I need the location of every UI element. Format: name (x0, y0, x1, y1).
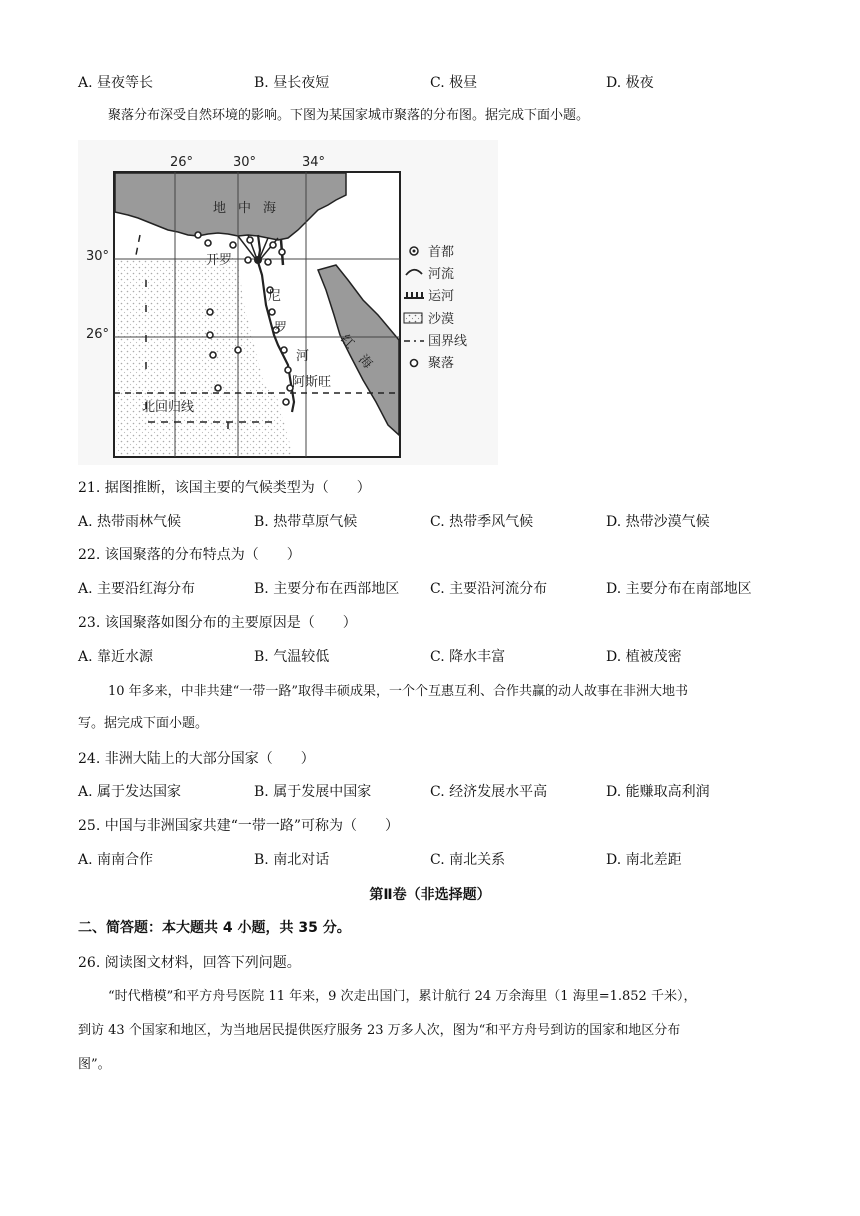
tropic-label: 北回归线 (142, 400, 195, 415)
lon-label-26: 26° (170, 155, 194, 170)
part-2-title: 第Ⅱ卷（非选择题） (369, 887, 491, 903)
q20-option-b: B. 昼长夜短 (254, 75, 330, 91)
lon-label-34: 34° (302, 155, 326, 170)
q25-option-c: C. 南北关系 (430, 852, 506, 868)
q20-option-c: C. 极昼 (430, 75, 478, 91)
red-sea-label-2: 海 (355, 352, 375, 373)
q23-option-d: D. 植被茂密 (606, 649, 682, 665)
q25-option-d: D. 南北差距 (606, 852, 682, 868)
q24-option-b: B. 属于发展中国家 (254, 784, 372, 800)
q26-material-line-3: 图”。 (78, 1057, 111, 1072)
aswan-label: 阿斯旺 (292, 375, 332, 390)
red-sea-label-1: 红 (337, 332, 357, 353)
q22-option-a: A. 主要沿红海分布 (78, 581, 196, 597)
q21-option-b: B. 热带草原气候 (254, 514, 358, 530)
q21-option-d: D. 热带沙漠气候 (606, 514, 710, 530)
q23-option-b: B. 气温较低 (254, 649, 330, 665)
sea-label-1: 地 (213, 201, 227, 216)
legend-border: 国界线 (428, 334, 468, 349)
lat-label-30: 30° (86, 249, 110, 264)
q25-option-b: B. 南北对话 (254, 852, 330, 868)
q24-option-d: D. 能赚取高利润 (606, 784, 710, 800)
q26-material-line-2: 到访 43 个国家和地区，为当地居民提供医疗服务 23 万多人次，图为“和平方舟号到访的国家和地区分布 (78, 1023, 681, 1038)
q23-option-a: A. 靠近水源 (78, 649, 154, 665)
lon-label-30: 30° (233, 155, 257, 170)
river-label-3: 河 (296, 349, 310, 364)
capital-label: 开罗 (206, 253, 233, 268)
lat-label-26: 26° (86, 327, 110, 342)
q22-option-d: D. 主要分布在南部地区 (606, 581, 752, 597)
q26-stem: 26. 阅读图文材料，回答下列问题。 (78, 955, 301, 971)
q24-option-a: A. 属于发达国家 (78, 784, 182, 800)
intro-paragraph-2-line-1: 10 年多来，中非共建“一带一路”取得丰硕成果，一个个互惠互利、合作共赢的动人故事在非洲大地书 (108, 684, 688, 699)
q22-stem: 22. 该国聚落的分布特点为（ ） (78, 547, 301, 563)
section-2-title: 二、简答题：本大题共 4 小题，共 35 分。 (78, 920, 351, 936)
q24-option-c: C. 经济发展水平高 (430, 784, 548, 800)
legend-canal: 运河 (428, 289, 455, 304)
legend-settlement: 聚落 (428, 356, 455, 371)
q25-option-a: A. 南南合作 (78, 852, 154, 868)
q22-option-b: B. 主要分布在西部地区 (254, 581, 400, 597)
q25-stem: 25. 中国与非洲国家共建“一带一路”可称为（ ） (78, 818, 400, 834)
sea-label-3: 海 (263, 201, 277, 216)
river-label-2: 罗 (274, 321, 288, 336)
sea-label-2: 中 (238, 201, 252, 216)
intro-paragraph-1: 聚落分布深受自然环境的影响。下图为某国家城市聚落的分布图。据完成下面小题。 (108, 108, 590, 123)
intro-paragraph-2-line-2: 写。据完成下面小题。 (78, 716, 209, 731)
legend-desert: 沙漠 (428, 312, 455, 327)
legend-capital: 首都 (428, 245, 455, 260)
q21-stem: 21. 据图推断，该国主要的气候类型为（ ） (78, 480, 371, 496)
q21-option-a: A. 热带雨林气候 (78, 514, 182, 530)
q21-option-c: C. 热带季风气候 (430, 514, 534, 530)
settlement-distribution-map (78, 140, 498, 465)
q20-option-d: D. 极夜 (606, 75, 654, 91)
q20-option-a: A. 昼夜等长 (78, 75, 154, 91)
q22-option-c: C. 主要沿河流分布 (430, 581, 548, 597)
q24-stem: 24. 非洲大陆上的大部分国家（ ） (78, 751, 315, 767)
legend-river: 河流 (428, 267, 455, 282)
capital-marker (254, 256, 262, 264)
q23-option-c: C. 降水丰富 (430, 649, 506, 665)
q26-material-line-1: “时代楷模”和平方舟号医院 11 年来，9 次走出国门，累计航行 24 万余海里（1 海里=1.852 千米）， (108, 989, 697, 1004)
q23-stem: 23. 该国聚落如图分布的主要原因是（ ） (78, 615, 357, 631)
river-label-1: 尼 (268, 289, 282, 304)
